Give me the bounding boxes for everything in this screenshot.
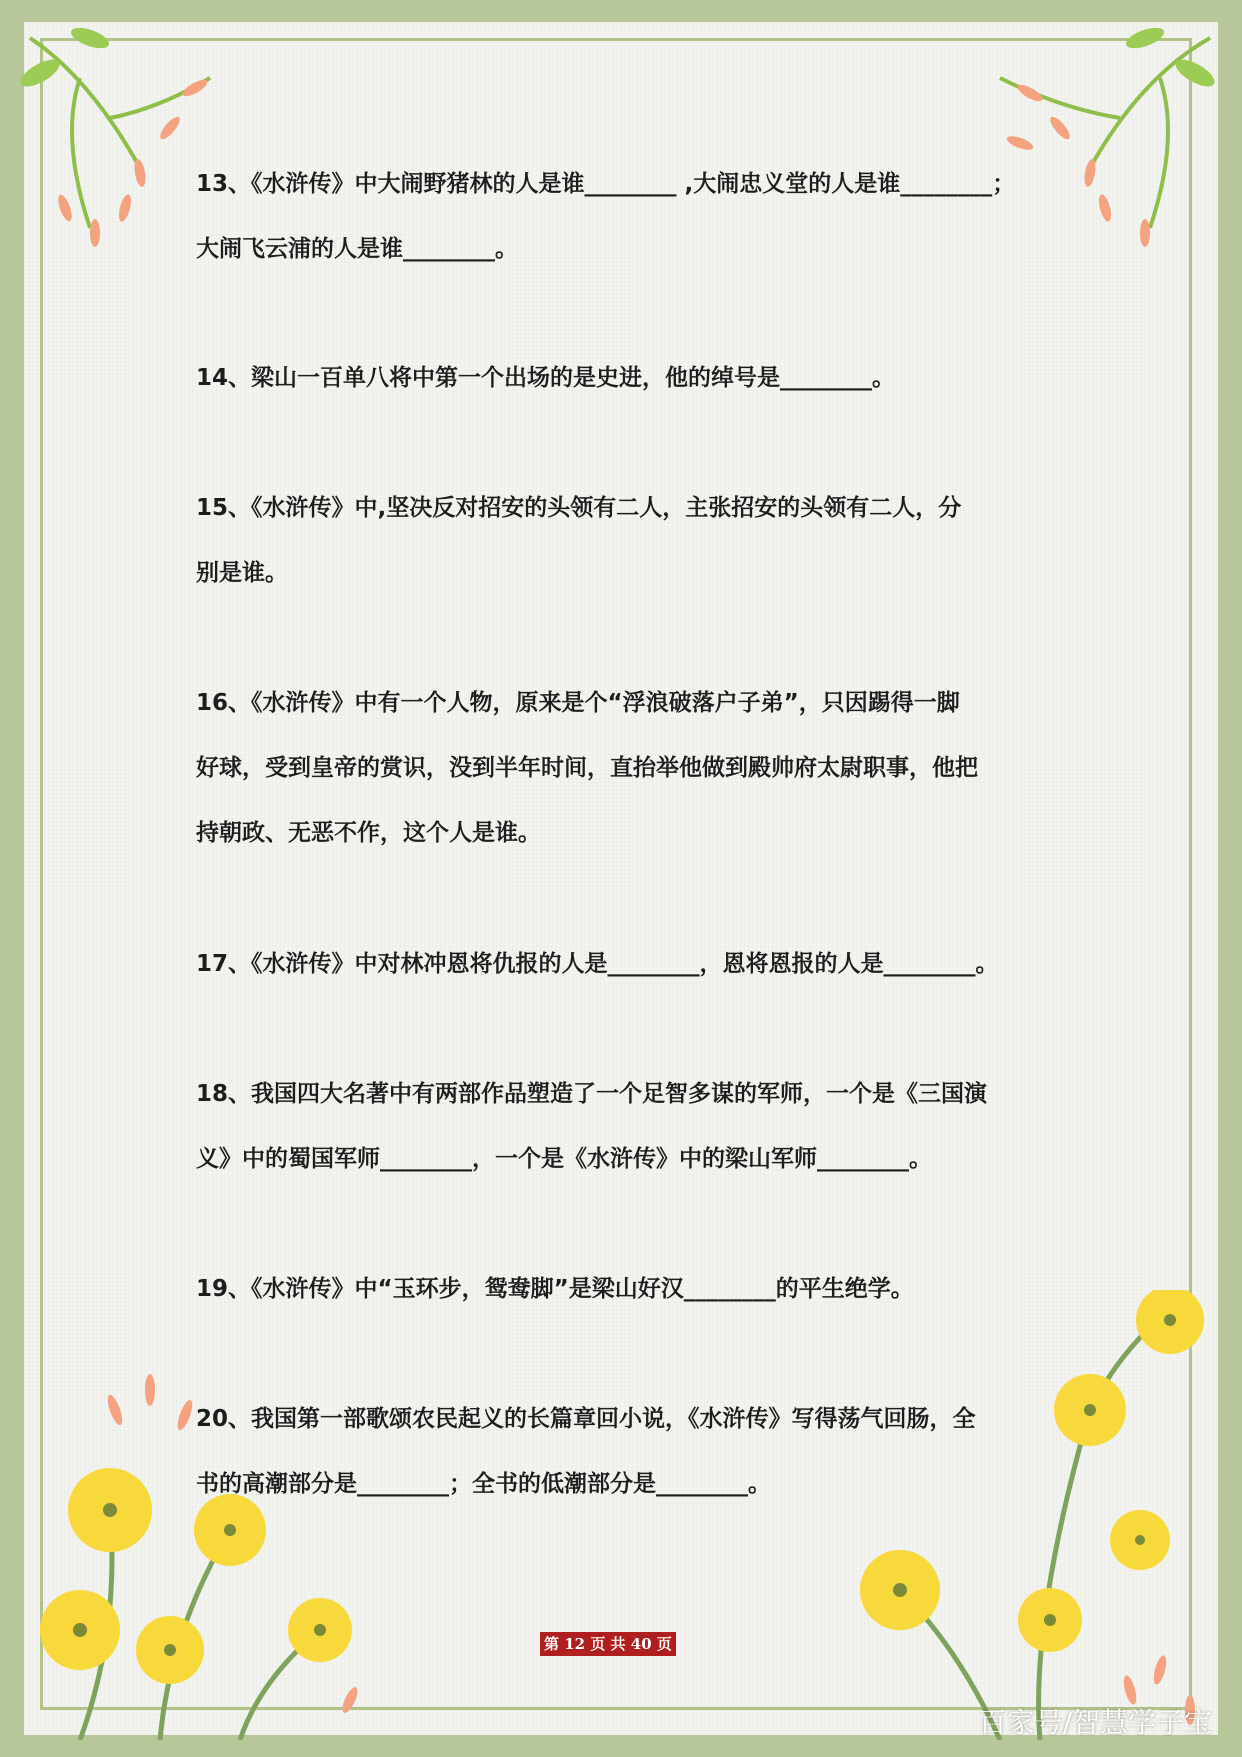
question-18-line-2: 义》中的蜀国军师________，一个是《水浒传》中的梁山军师________。 — [196, 1146, 932, 1172]
question-17 — [196, 932, 1056, 997]
question-20-line-1: 20、我国第一部歌颂农民起义的长篇章回小说，《水浒传》写得荡气回肠，全 — [196, 1406, 976, 1432]
page-number-badge: 第 12 页 共 40 页 — [540, 1632, 676, 1656]
question-13-line-2: 大闹飞云浦的人是谁________。 — [196, 236, 518, 262]
question-16 — [196, 671, 1056, 866]
question-20-line-2: 书的高潮部分是________；全书的低潮部分是________。 — [196, 1471, 771, 1497]
question-15 — [196, 476, 1056, 606]
question-17-line-1: 17、《水浒传》中对林冲恩将仇报的人是________，恩将恩报的人是________。 — [196, 951, 999, 977]
question-19 — [196, 1257, 1056, 1322]
watermark-text: 百家号/智慧学子宝 — [978, 1706, 1212, 1739]
question-19-line-1: 19、《水浒传》中“玉环步，鸳鸯脚”是梁山好汉________的平生绝学。 — [196, 1276, 914, 1302]
question-16-line-3: 持朝政、无恶不作，这个人是谁。 — [196, 820, 541, 846]
question-14-line-1: 14、梁山一百单八将中第一个出场的是史进，他的绰号是________。 — [196, 365, 896, 391]
question-13 — [196, 152, 1056, 282]
question-15-line-1: 15、《水浒传》中,坚决反对招安的头领有二人，主张招安的头领有二人，分 — [196, 495, 962, 521]
question-14 — [196, 346, 1056, 411]
flower-decoration-top-left — [20, 18, 220, 258]
question-16-line-1: 16、《水浒传》中有一个人物，原来是个“浮浪破落户子弟”，只因踢得一脚 — [196, 690, 960, 716]
question-20 — [196, 1387, 1056, 1517]
question-16-line-2: 好球，受到皇帝的赏识，没到半年时间，直抬举他做到殿帅府太尉职事，他把 — [196, 755, 978, 781]
question-18-line-1: 18、我国四大名著中有两部作品塑造了一个足智多谋的军师，一个是《三国演 — [196, 1081, 988, 1107]
question-15-line-2: 别是谁。 — [196, 560, 288, 586]
question-13-line-1: 13、《水浒传》中大闹野猪林的人是谁________ ,大闹忠义堂的人是谁________； — [196, 171, 1016, 197]
question-18 — [196, 1062, 1056, 1192]
